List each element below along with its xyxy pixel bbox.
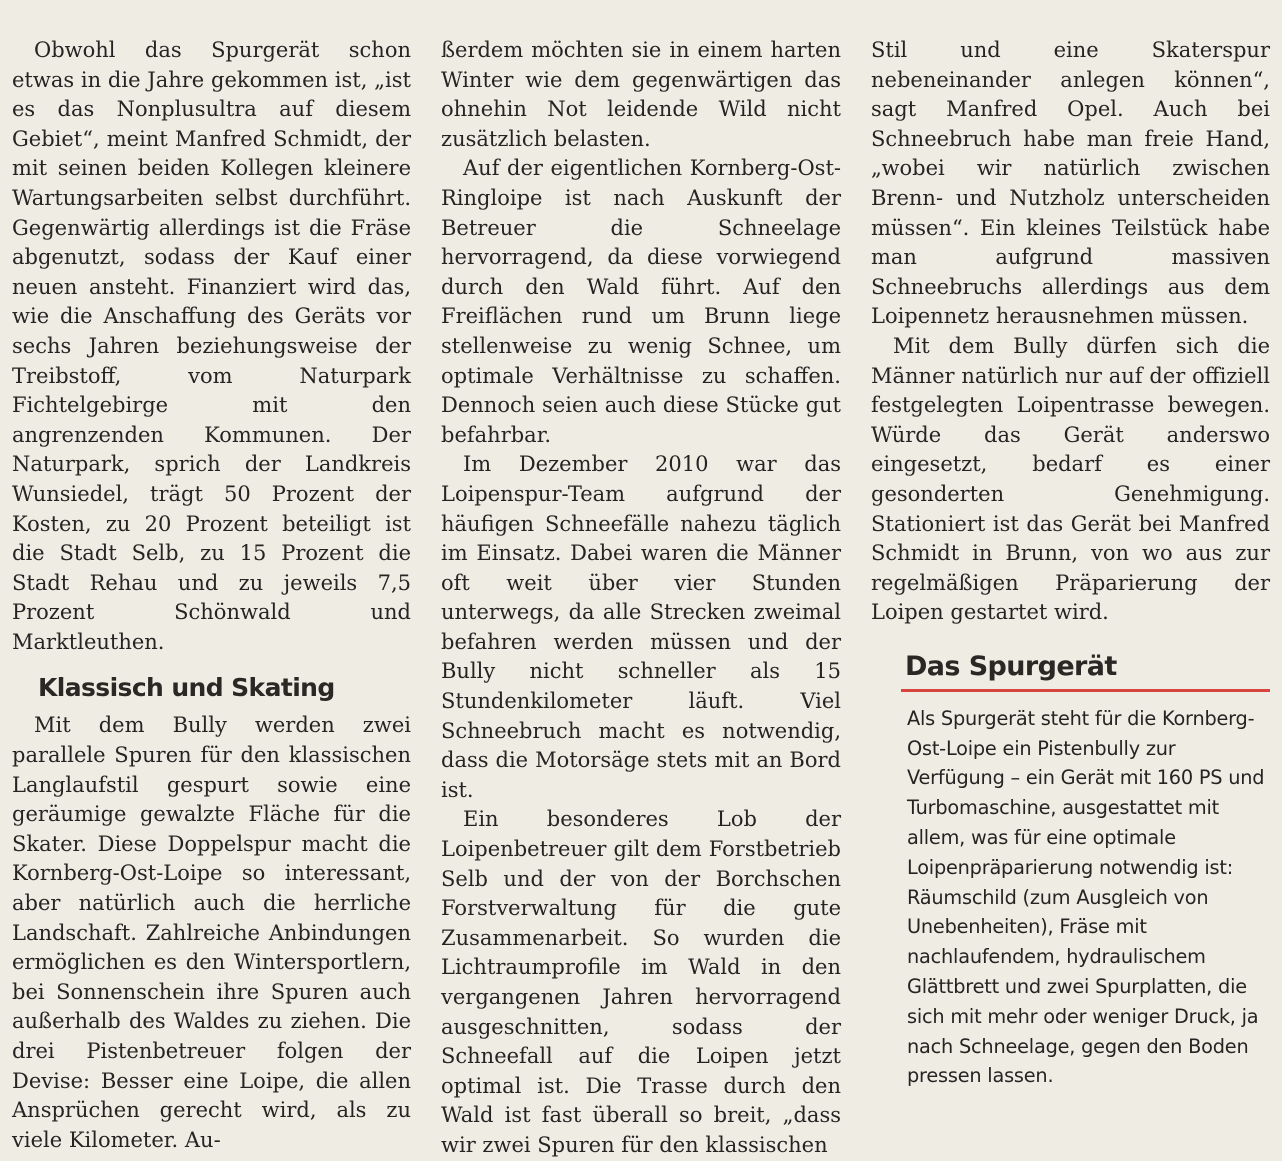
article-paragraph: Stil und eine Skaterspur nebeneinander anlegen können“, sagt Manfred Opel. Auch bei Schneebruch habe man freie Hand, „wobei wir natürlich zwischen Brenn- und Nutzholz unterscheiden müssen“. Ein kleines Teilstück habe man aufgrund massiven Schneebruchs allerdings aus dem Loipennetz herausnehmen müssen.	[871, 38, 1270, 329]
article-column-3	[871, 36, 1270, 1091]
article-paragraph: Mit dem Bully werden zwei parallele Spuren für den klassischen Langlaufstil gespurt sowie eine geräumige gewalzte Fläche für die Skater. Diese Doppelspur macht die Kornberg-Ost-Loipe so interessant, aber natürlich auch die herrliche Landschaft. Zahlreiche Anbindungen ermöglichen es den Wintersportlern, bei Sonnenschein ihre Spuren auch außerhalb des Waldes zu ziehen. Die drei Pistenbetreuer folgen der Devise: Besser eine Loipe, die allen Ansprüchen gerecht wird, als zu viele Kilometer. Au-	[12, 713, 411, 1152]
article-paragraph: Mit dem Bully dürfen sich die Männer natürlich nur auf der offiziell festgelegten Loipentrasse bewegen. Würde das Gerät anderswo eingesetzt, bedarf es einer gesonderten Genehmigung. Stationiert ist das Gerät bei Manfred Schmidt in Brunn, von wo aus zur regelmäßigen Präparierung der Loipen gestartet wird.	[871, 333, 1270, 625]
article-paragraph: Auf der eigentlichen Kornberg-Ost-Ringloipe ist nach Auskunft der Betreuer die Schneelage hervorragend, da diese vorwiegend durch den Wald führt. Auf den Freiflächen rund um Brunn liege stellenweise zu wenig Schnee, um optimale Verhältnisse zu schaffen. Dennoch seien auch diese Stücke gut befahrbar.	[441, 156, 841, 447]
article-paragraph: Ein besonderes Lob der Loipenbetreuer gilt dem Forstbetrieb Selb und der von der Borchschen Forstverwaltung für die gute Zusammenarbeit. So wurden die Lichtraumprofile im Wald in den vergangenen Jahren hervorragend ausgeschnitten, sodass der Schneefall auf die Loipen jetzt optimal ist. Die Trasse durch den Wald ist fast überall so breit, „dass wir zwei Spuren für den klassischen	[441, 807, 841, 1157]
article-subheading: Klassisch und Skating	[38, 673, 335, 703]
article-paragraph: ßerdem möchten sie in einem harten Winter wie dem gegenwärtigen das ohnehin Not leidende Wild nicht zusätzlich belasten.	[441, 38, 841, 151]
info-box	[871, 650, 1270, 1091]
article-paragraph: Im Dezember 2010 war das Loipenspur-Team aufgrund der häufigen Schneefälle nahezu täglich im Einsatz. Dabei waren die Männer oft weit über vier Stunden unterwegs, da alle Strecken zweimal befahren werden müssen und der Bully nicht schneller als 15 Stundenkilometer läuft. Viel Schneebruch macht es notwendig, dass die Motorsäge stets mit an Bord ist.	[441, 452, 841, 802]
info-box-rule	[901, 689, 1270, 692]
article-paragraph: Obwohl das Spurgerät schon etwas in die Jahre gekommen ist, „ist es das Nonplusultra auf diesem Gebiet“, meint Manfred Schmidt, der mit seinen beiden Kollegen kleinere Wartungsarbeiten selbst durchführt. Gegenwärtig allerdings ist die Fräse abgenutzt, sodass der Kauf einer neuen ansteht. Finanziert wird das, wie die Anschaffung des Geräts vor sechs Jahren beziehungsweise der Treibstoff, vom Naturpark Fichtelgebirge mit den angrenzenden Kommunen. Der Naturpark, sprich der Landkreis Wunsiedel, trägt 50 Prozent der Kosten, zu 20 Prozent beteiligt ist die Stadt Selb, zu 15 Prozent die Stadt Rehau und zu jeweils 7,5 Prozent Schönwald und Marktleuthen.	[12, 38, 411, 654]
article-column-2	[441, 36, 841, 1161]
article-column-1	[12, 36, 411, 1155]
info-box-title: Das Spurgerät	[905, 650, 1117, 682]
info-box-text: Als Spurgerät steht für die Kornberg-Ost-Loipe ein Pistenbully zur Verfügung – ein Gerät mit 160 PS und Turbomaschine, ausgestattet mit allem, was für eine optimale Loipenpräparierung notwendig ist: Räumschild (zum Ausgleich von Unebenheiten), Fräse mit nachlaufendem, hydraulischem Glättbrett und zwei Spurplatten, die sich mit mehr oder weniger Druck, ja nach Schneelage, gegen den Boden pressen lassen.	[907, 706, 1265, 1088]
